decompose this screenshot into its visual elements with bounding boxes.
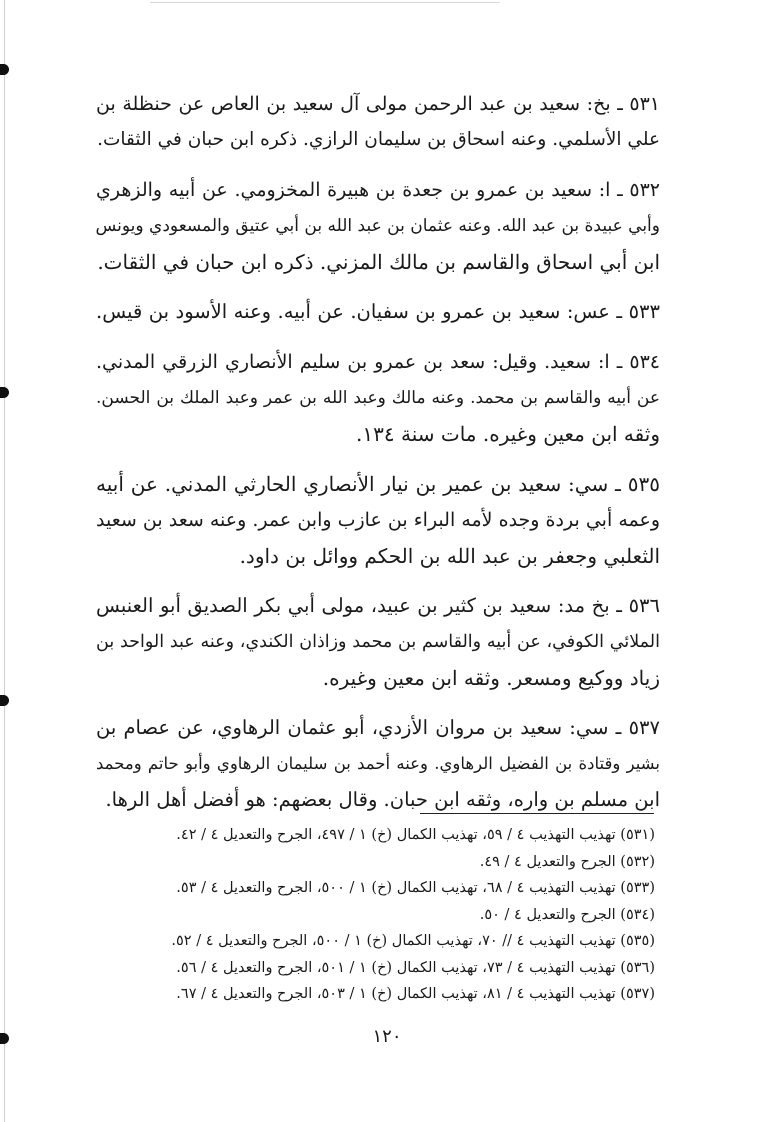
entry-line: زياد ووكيع ومسعر. وثقه ابن معين وغيره. — [322, 666, 660, 690]
entry-line: علي الأسلمي. وعنه اسحاق بن سليمان الرازي. ذكره ابن حبان في الثقات. — [97, 129, 660, 150]
entry-line: وعمه أبي بردة وجده لأمه البراء بن عازب وابن عمر. وعنه سعد بن سعيد — [96, 509, 660, 531]
footnote-separator — [420, 813, 654, 814]
entry-line: وثقه ابن معين وغيره. مات سنة ١٣٤. — [356, 422, 660, 446]
entry-line: عن أبيه والقاسم بن محمد. وعنه مالك وعبد الله بن عمر وعبد الملك بن الحسن. — [96, 388, 660, 408]
entry-line: ٥٣٦ ـ بخ مد: سعيد بن كثير بن عبيد، مولى أبي بكر الصديق أبو العنبس — [96, 594, 660, 617]
binding-hole-mark — [0, 387, 9, 398]
binding-edge-line — [4, 0, 5, 1122]
footnote: (٥٣٦) تهذيب التهذيب ٤ / ٧٣، تهذيب الكمال (خ) ١ / ٥٠١، الجرح والتعديل ٤ / ٥٦. — [176, 959, 655, 976]
footnote: (٥٣٢) الجرح والتعديل ٤ / ٤٩. — [479, 853, 655, 870]
entry-line: ٥٣٤ ـ ا: سعيد. وقيل: سعد بن عمرو بن سليم الأنصاري الزرقي المدني. — [96, 351, 660, 373]
entry-534 — [96, 344, 660, 452]
entry-line: ٥٣٧ ـ سي: سعيد بن مروان الأزدي، أبو عثمان الرهاوي، عن عصام بن — [96, 716, 660, 739]
biography-entries — [96, 86, 660, 832]
binding-hole-mark — [0, 695, 9, 706]
entry-line: وأبي عبيدة بن عبد الله. وعنه عثمان بن عبد الله بن أبي عتيق والمسعودي ويونس — [95, 216, 660, 236]
entry-line: بشير وقتادة بن الفضيل الرهاوي. وعنه أحمد بن سليمان الرهاوي وأبو حاتم ومحمد — [96, 754, 660, 773]
footnote: (٥٣٧) تهذيب التهذيب ٤ / ٨١، تهذيب الكمال (خ) ١ / ٥٠٣، الجرح والتعديل ٤ / ٦٧. — [176, 986, 655, 1002]
footnote: (٥٣١) تهذيب التهذيب ٤ / ٥٩، تهذيب الكمال (خ) ١ / ٤٩٧، الجرح والتعديل ٤ / ٤٢. — [176, 827, 655, 843]
page-number: ١٢٠ — [372, 1026, 402, 1047]
entry-line: ابن أبي اسحاق والقاسم بن مالك المزني. ذكره ابن حبان في الثقات. — [97, 250, 660, 274]
entry-536 — [96, 588, 660, 696]
entry-line: ابن مسلم بن واره، وثقه ابن حبان. وقال بعضهم: هو أفضل أهل الرها. — [105, 788, 660, 811]
footnote: (٥٣٤) الجرح والتعديل ٤ / ٥٠. — [479, 906, 655, 923]
entry-532 — [96, 172, 660, 280]
entry-535 — [96, 466, 660, 574]
footnote: (٥٣٥) تهذيب التهذيب ٤ // ٧٠، تهذيب الكمال (خ) ١ / ٥٠٠، الجرح والتعديل ٤ / ٥٢. — [171, 933, 655, 949]
entry-531 — [96, 86, 660, 158]
entry-line: ٥٣١ ـ بخ: سعيد بن عبد الرحمن مولى آل سعيد بن العاص عن حنظلة بن — [96, 93, 660, 115]
scan-top-line — [150, 2, 500, 3]
entry-line: ٥٣٥ ـ سي: سعيد بن عمير بن نيار الأنصاري الحارثي المدني. عن أبيه — [96, 472, 660, 496]
footnote: (٥٣٣) تهذيب التهذيب ٤ / ٦٨، تهذيب الكمال (خ) ١ / ٥٠٠، الجرح والتعديل ٤ / ٥٣. — [176, 880, 655, 896]
footnotes — [120, 822, 655, 1008]
entry-537 — [96, 710, 660, 818]
entry-line: الثعلبي وجعفر بن عبد الله بن الحكم ووائل بن داود. — [239, 544, 660, 568]
binding-hole-mark — [0, 64, 9, 75]
entry-line: الملائي الكوفي، عن أبيه والقاسم بن محمد وزاذان الكندي، وعنه عبد الواحد بن — [96, 632, 660, 652]
entry-line: ٥٣٢ ـ ا: سعيد بن عمرو بن جعدة بن هبيرة المخزومي. عن أبيه والزهري — [96, 179, 660, 201]
entry-533 — [96, 294, 660, 330]
entry-line: ٥٣٣ ـ عس: سعيد بن عمرو بن سفيان. عن أبيه. وعنه الأسود بن قيس. — [96, 300, 660, 323]
